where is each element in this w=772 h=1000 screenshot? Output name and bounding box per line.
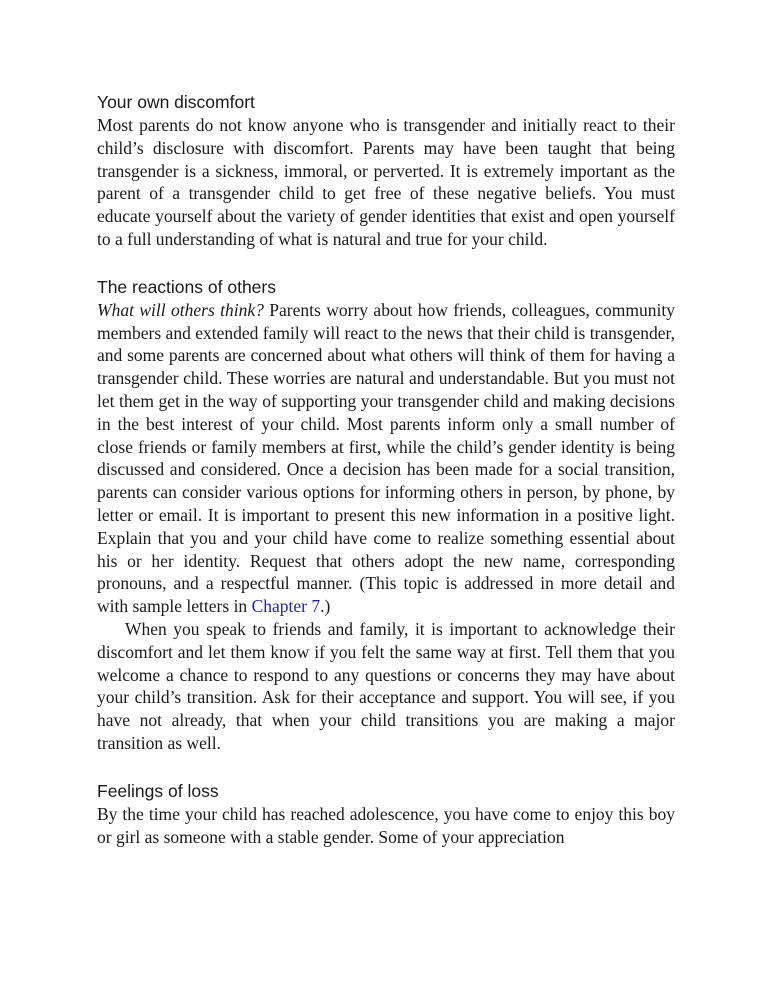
document-page [97,90,675,848]
paragraph-discomfort: Most parents do not know anyone who is transgender and initially react to their child’s disclosure with discomfort. Parents may have been taught that being transgender is a sickness, immoral, or perverted. It is extremely important as the parent of a transgender child to get free of these negative beliefs. You must educate yourself about the variety of gender identities that exist and open yourself to a full understanding of what is natural and true for your child. [97,115,675,249]
section-divider [97,755,675,779]
paragraph-reactions-1-body: Parents worry about how friends, colleagues, community members and extended family will react to the news that their child is transgender, and some parents are concerned about what others will think of them for having a transgender child. These worries are natural and understandable. But you must not let them get in the way of supporting your transgender child and making decisions in the best interest of your child. Most parents inform only a small number of close friends or family members at first, while the child’s gender identity is being discussed and considered. Once a decision has been made for a social transition, parents can consider various options for informing others in person, by phone, by letter or email. It is important to present this new information in a positive light. Explain that you and your child have come to realize something essential about his or her identity. Request that others adopt the new name, corresponding pronouns, and a respectful manner. (This topic is addressed in more detail and with sample letters in [97,299,675,617]
section-heading-loss: Feelings of loss [97,780,219,801]
italic-question: What will others think? [97,299,264,320]
section-divider [97,251,675,275]
section-heading-reactions: The reactions of others [97,276,276,297]
section-heading-discomfort: Your own discomfort [97,92,255,112]
paragraph-reactions-1-end: .) [320,596,331,617]
paragraph-reactions-2: When you speak to friends and family, it is important to acknowledge their discomfort and let them know if you felt the same way at first. Tell them that you welcome a chance to respond to any questions or concerns they may have about your child’s transition. Ask for their acceptance and support. You will see, if you have not already, that when your child transitions you are making a major transition as well. [97,618,675,753]
paragraph-loss: By the time your child has reached adolescence, you have come to enjoy this boy or girl as someone with a stable gender. Some of your appreciation [97,803,675,847]
paragraph-reactions-1 [97,299,675,618]
chapter-7-link[interactable]: Chapter 7 [251,596,321,617]
